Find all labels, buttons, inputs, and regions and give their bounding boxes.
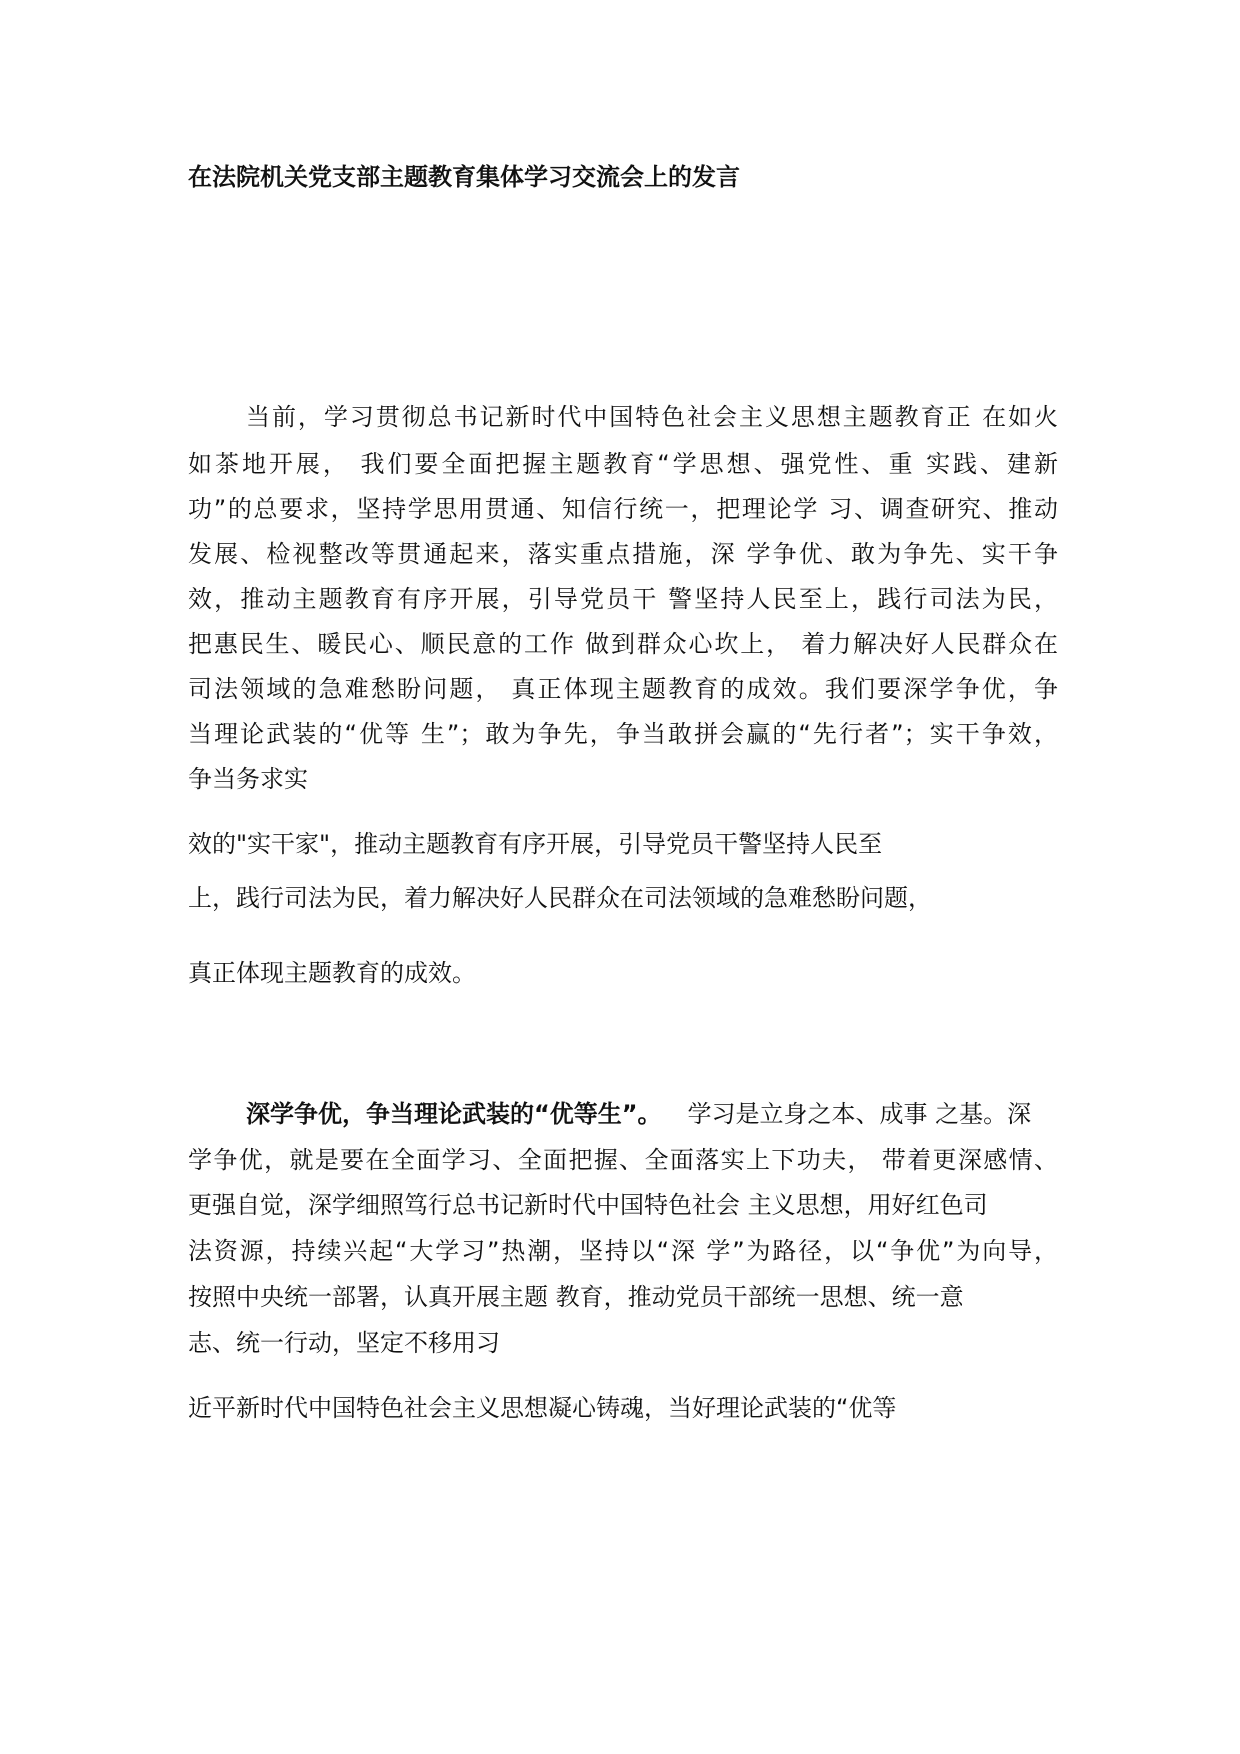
paragraph-3: 真正体现主题教育的成效。 [188, 959, 476, 987]
paragraph-1-line-2: 如茶地开展， 我们要全面把握主题教育“学思想、强党性、重 实践、建新 [188, 450, 1058, 478]
paragraph-1-line-7: 司法领域的急难愁盼问题， 真正体现主题教育的成效。我们要深学争优，争 [188, 675, 1058, 703]
paragraph-1-line-3: 功”的总要求，坚持学思用贯通、知信行统一，把理论学 习、调查研究、推动 [188, 495, 1058, 523]
paragraph-4-line-1 [246, 1097, 1031, 1131]
paragraph-1-line-5: 效，推动主题教育有序开展，引导党员干 警坚持人民至上，践行司法为民， [188, 585, 1058, 613]
paragraph-2-line-1: 效的"实干家"，推动主题教育有序开展，引导党员干警坚持人民至 [188, 830, 883, 858]
paragraph-1-line-9: 争当务求实 [188, 765, 308, 793]
paragraph-4-line-2: 学争优，就是要在全面学习、全面把握、全面落实上下功夫， 带着更深感情、 [188, 1146, 1058, 1174]
paragraph-1-line-1: 当前，学习贯彻总书记新时代中国特色社会主义思想主题教育正 在如火 [246, 403, 1058, 431]
paragraph-4-line-5: 按照中央统一部署，认真开展主题 教育，推动党员干部统一思想、统一意 [188, 1283, 964, 1311]
paragraph-4-line-4: 法资源，持续兴起“大学习”热潮，坚持以“深 学”为路径，以“争优”为向导， [188, 1237, 1058, 1265]
paragraph-4-line-6: 志、统一行动，坚定不移用习 [188, 1329, 500, 1357]
paragraph-4-first-line-rest: 学习是立身之本、成事 之基。深 [687, 1100, 1032, 1128]
paragraph-5: 近平新时代中国特色社会主义思想凝心铸魂，当好理论武装的“优等 [188, 1394, 897, 1422]
paragraph-4-line-3: 更强自觉，深学细照笃行总书记新时代中国特色社会 主义思想，用好红色司 [188, 1191, 988, 1219]
document-title: 在法院机关党支部主题教育集体学习交流会上的发言 [188, 163, 740, 191]
paragraph-1-line-6: 把惠民生、暖民心、顺民意的工作 做到群众心坎上， 着力解决好人民群众在 [188, 630, 1058, 658]
paragraph-1-line-8: 当理论武装的“优等 生”；敢为争先，争当敢拼会赢的“先行者”；实干争效， [188, 720, 1058, 748]
paragraph-1-line-4: 发展、检视整改等贯通起来，落实重点措施，深 学争优、敢为争先、实干争 [188, 540, 1058, 568]
paragraph-4-heading: 深学争优，争当理论武装的“优等生”。 [246, 1100, 662, 1128]
paragraph-2-line-2: 上，践行司法为民，着力解决好人民群众在司法领域的急难愁盼问题， [188, 884, 932, 912]
